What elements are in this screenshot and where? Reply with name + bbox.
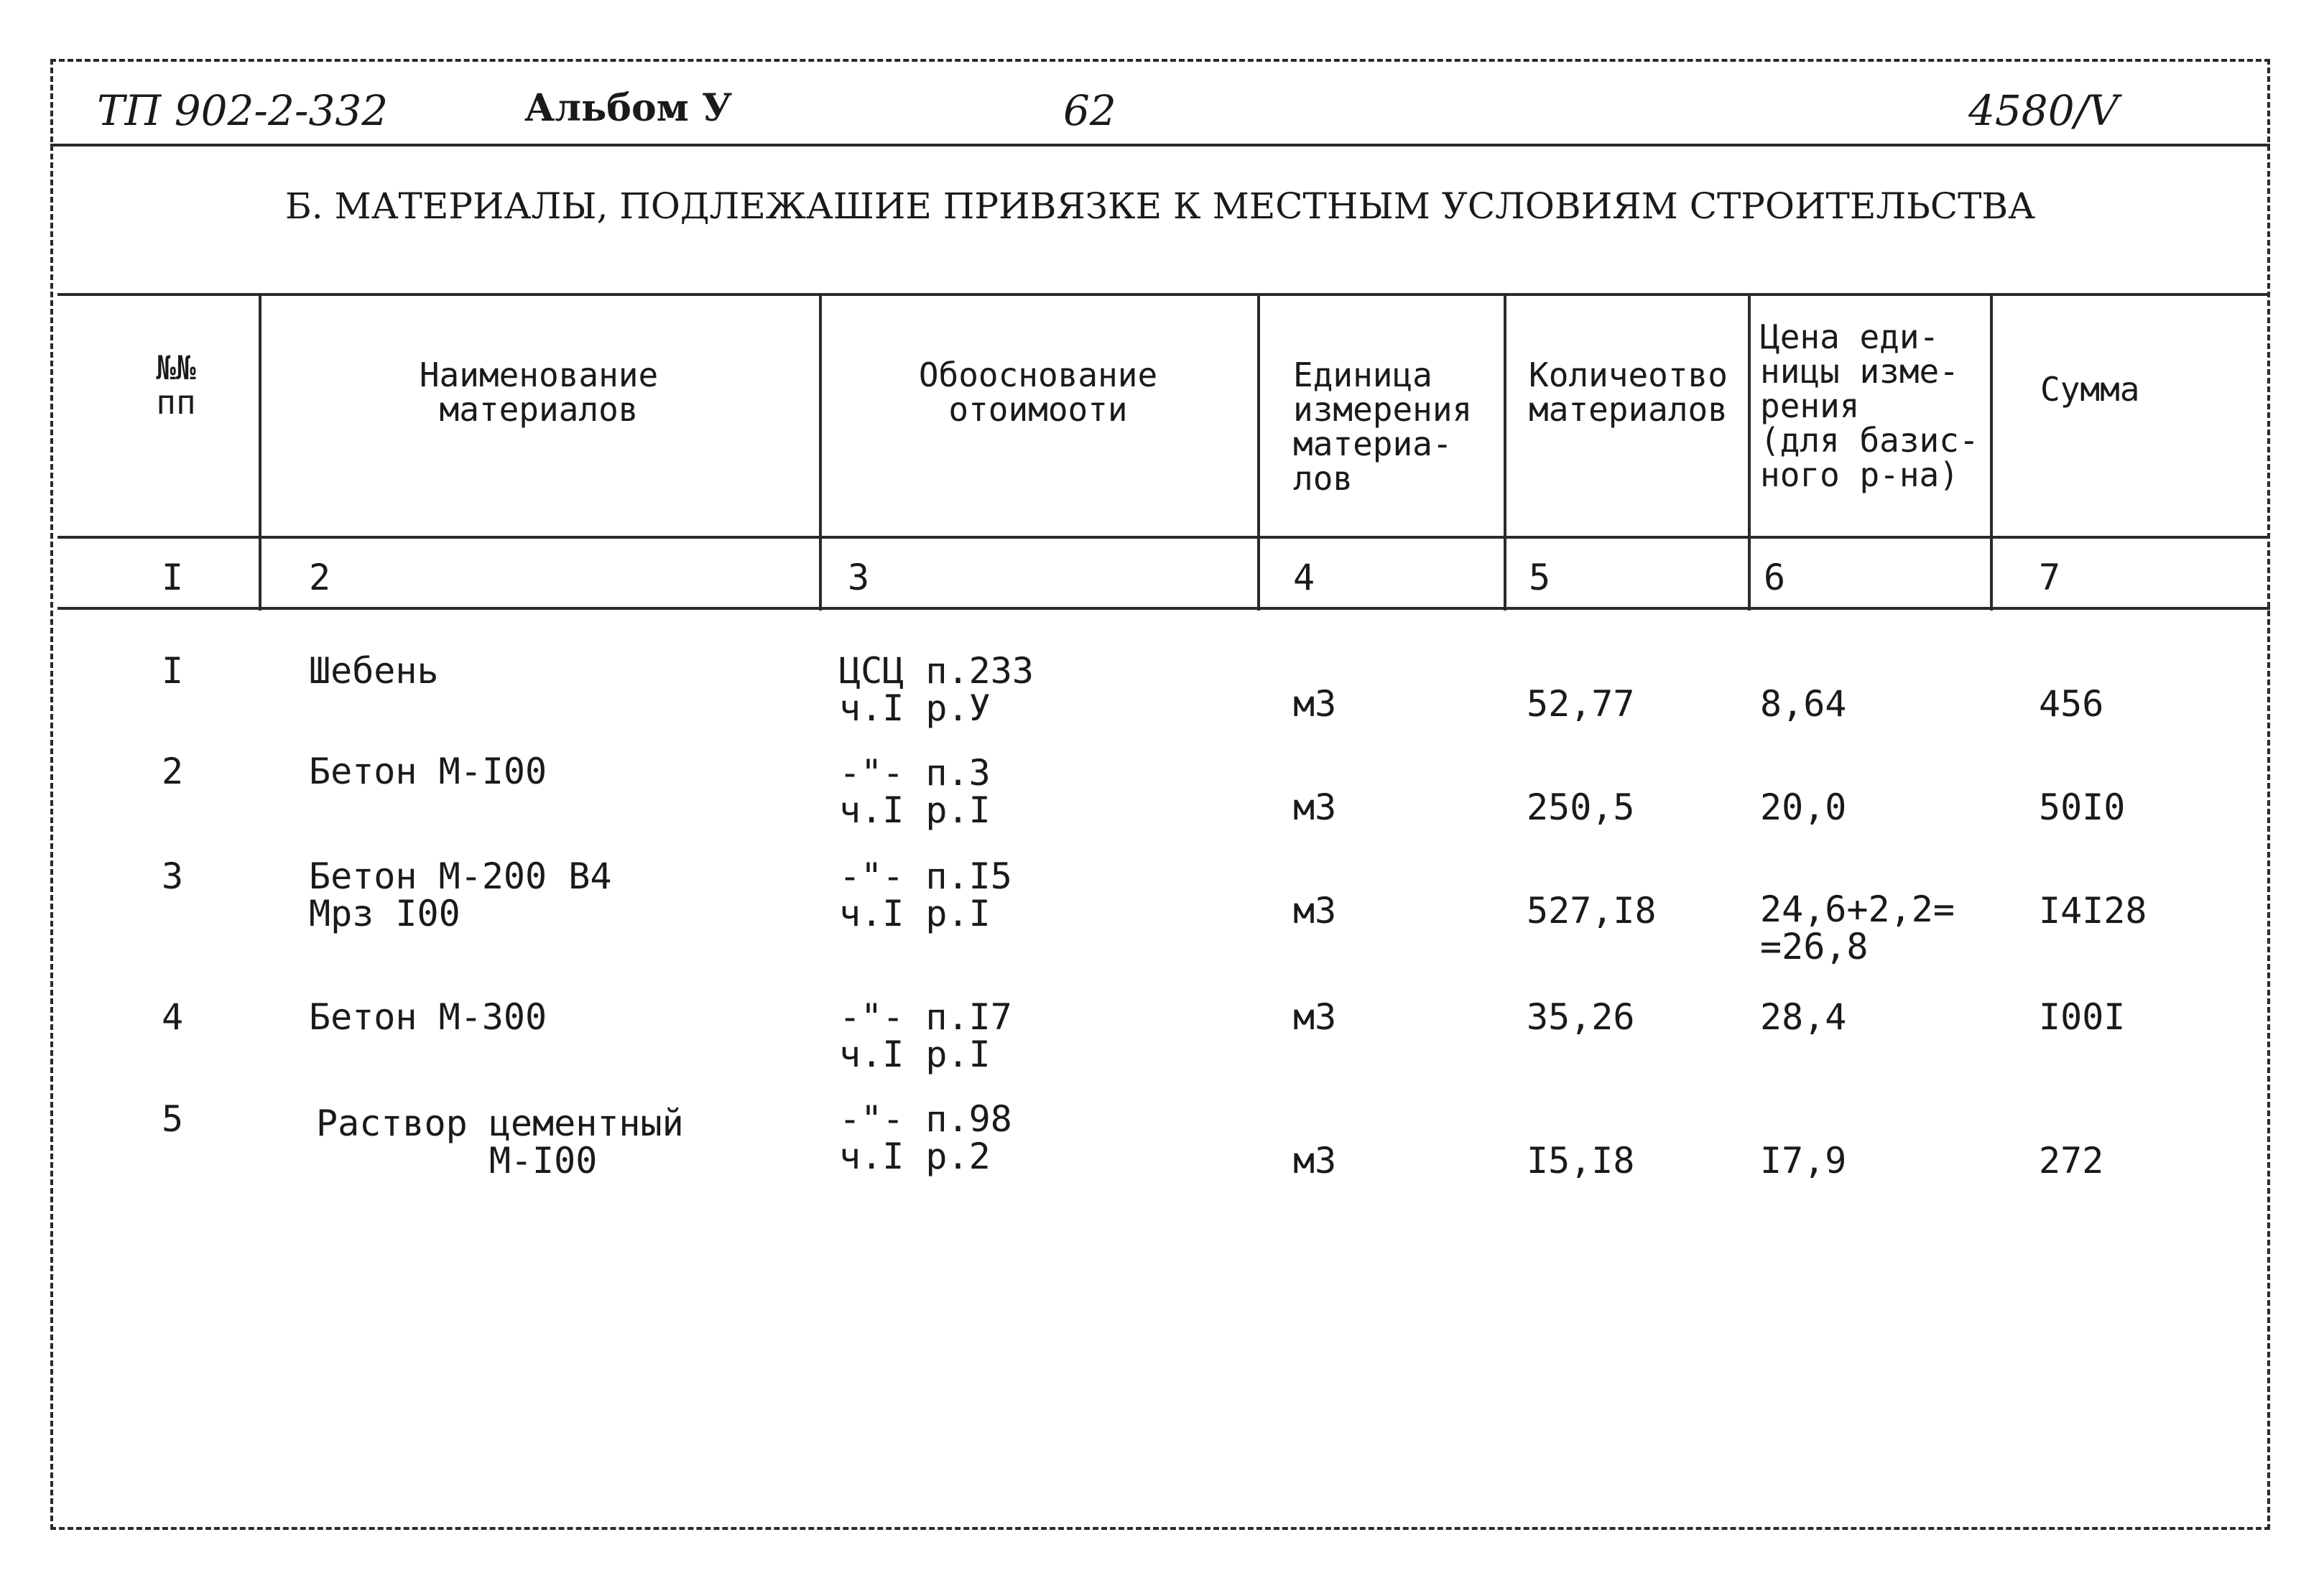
unit: м3 xyxy=(1293,996,1337,1038)
col-divider xyxy=(1257,294,1260,611)
inventory-number: 4580/V xyxy=(1968,86,2119,135)
column-number: 4 xyxy=(1293,557,1315,598)
row-number: 2 xyxy=(162,751,184,792)
unit-price: 28,4 xyxy=(1760,996,1847,1038)
unit: м3 xyxy=(1293,683,1337,725)
column-header-price: Цена еди- ницы изме- рения (для базис- ного р-на) xyxy=(1760,317,1979,494)
column-number: 2 xyxy=(309,557,331,598)
row-number: I xyxy=(162,650,184,692)
column-header-unit: Единица измерения материа- лов xyxy=(1293,356,1473,498)
cost-basis: -"- п.I7 ч.I р.I xyxy=(839,996,1012,1075)
column-number: I xyxy=(162,557,184,598)
sum: 272 xyxy=(2039,1140,2104,1182)
column-number: 6 xyxy=(1764,557,1786,598)
cost-basis: -"- п.98 ч.I р.2 xyxy=(839,1098,1012,1177)
col-divider xyxy=(1748,294,1751,611)
sum: 456 xyxy=(2039,683,2104,725)
unit: м3 xyxy=(1293,890,1337,932)
col-divider xyxy=(1990,294,1993,611)
quantity: 527,I8 xyxy=(1527,890,1657,932)
unit: м3 xyxy=(1293,786,1337,828)
quantity: I5,I8 xyxy=(1527,1140,1635,1182)
page-frame xyxy=(50,59,2270,1530)
unit-price: 24,6+2,2= =26,8 xyxy=(1760,888,1955,967)
column-number: 5 xyxy=(1529,557,1551,598)
sum: I00I xyxy=(2039,996,2126,1038)
quantity: 250,5 xyxy=(1527,786,1635,828)
quantity: 52,77 xyxy=(1527,683,1635,725)
material-name: Шебень xyxy=(309,650,439,692)
column-header-basis: Обооснование отоимооти xyxy=(918,356,1158,429)
cost-basis: -"- п.I5 ч.I р.I xyxy=(839,855,1012,934)
section-title: Б. МАТЕРИАЛЫ, ПОДЛЕЖАШИЕ ПРИВЯЗКЕ К МЕСТНЫМ УСЛОВИЯМ СТРОИТЕЛЬСТВА xyxy=(284,185,2036,227)
material-name: Раствор цементный М-I00 xyxy=(316,1103,684,1182)
sum: 50I0 xyxy=(2039,786,2126,828)
sum: I4I28 xyxy=(2039,890,2147,932)
table-top-line xyxy=(57,293,2270,296)
material-name: Бетон М-200 В4 Мрз I00 xyxy=(309,855,612,934)
row-number: 4 xyxy=(162,996,184,1038)
document-code: ТП 902-2-332 xyxy=(97,86,389,135)
col-divider xyxy=(259,294,261,611)
unit-price: 8,64 xyxy=(1760,683,1847,725)
unit-price: I7,9 xyxy=(1760,1140,1847,1182)
numbers-bottom-line xyxy=(57,607,2270,610)
header-divider xyxy=(50,144,2270,147)
column-number: 3 xyxy=(848,557,870,598)
column-number: 7 xyxy=(2039,557,2061,598)
cost-basis: ЦСЦ п.233 ч.I р.У xyxy=(839,650,1034,729)
column-header-quantity: Количеотво материалов xyxy=(1529,356,1728,429)
column-header-number: №№ пп xyxy=(156,348,196,422)
row-number: 5 xyxy=(162,1098,184,1140)
cost-basis: -"- п.3 ч.I р.I xyxy=(839,752,991,831)
col-divider xyxy=(1504,294,1506,611)
material-name: Бетон М-300 xyxy=(309,996,547,1038)
row-number: 3 xyxy=(162,855,184,897)
unit-price: 20,0 xyxy=(1760,786,1847,828)
unit: м3 xyxy=(1293,1140,1337,1182)
quantity: 35,26 xyxy=(1527,996,1635,1038)
page-number: 62 xyxy=(1063,86,1116,135)
header-bottom-line xyxy=(57,536,2270,539)
column-header-name: Наименование материалов xyxy=(419,356,659,429)
material-name: Бетон М-I00 xyxy=(309,751,547,792)
col-divider xyxy=(819,294,822,611)
column-header-sum: Сумма xyxy=(2040,370,2140,409)
album-label: Альбом У xyxy=(524,86,733,130)
